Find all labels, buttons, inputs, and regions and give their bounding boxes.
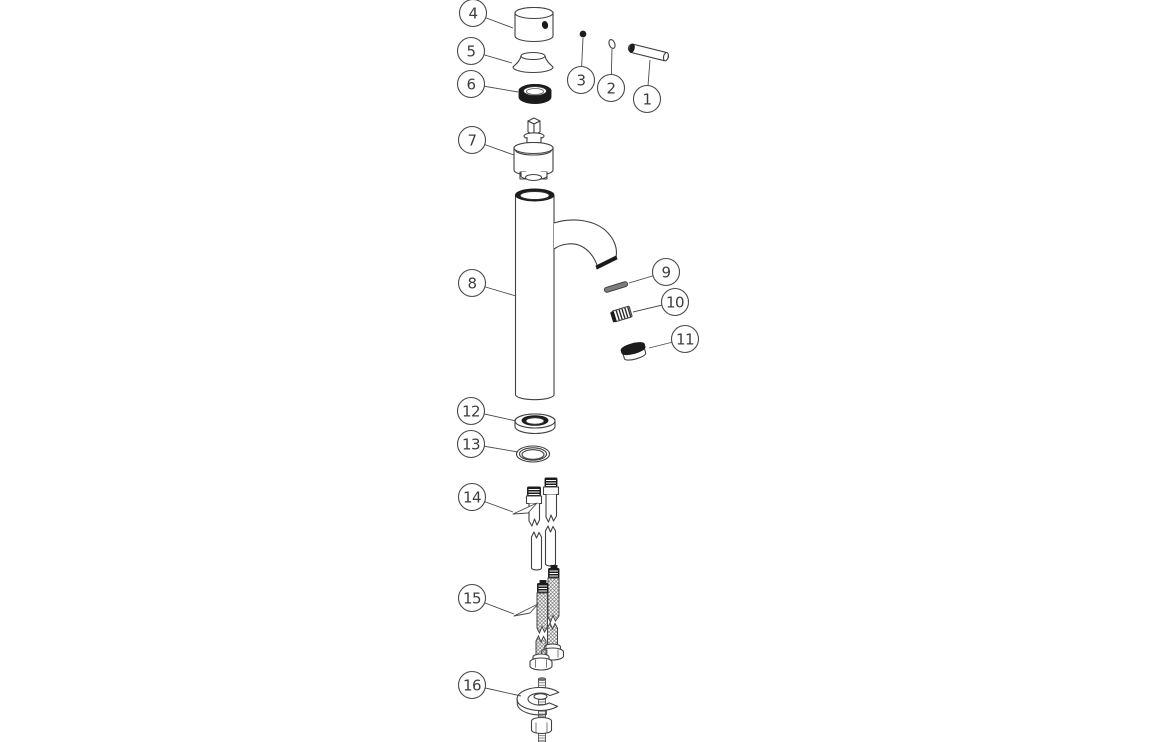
callout-layer <box>458 0 699 699</box>
callout-15 <box>459 585 539 617</box>
part-ceramic-cartridge <box>514 118 553 181</box>
callout-12 <box>458 398 517 425</box>
part-o-ring <box>517 446 550 462</box>
callout-number: 13 <box>461 435 481 454</box>
callout-number: 1 <box>642 90 652 109</box>
callout-number: 2 <box>606 79 616 98</box>
part-locking-ring <box>519 85 551 104</box>
callout-8 <box>459 270 517 297</box>
callout-14 <box>459 484 538 515</box>
part-aerator-housing <box>620 341 647 362</box>
callout-number: 4 <box>468 4 478 23</box>
callout-10 <box>633 289 689 316</box>
part-aerator-insert <box>610 306 632 322</box>
callout-number: 9 <box>661 263 671 282</box>
callout-6 <box>458 71 519 98</box>
part-base-washer <box>515 414 555 434</box>
callout-number: 11 <box>675 330 695 349</box>
callout-11 <box>649 326 699 353</box>
leader-arrowhead <box>514 604 538 616</box>
callout-number: 3 <box>576 71 586 90</box>
callout-number: 15 <box>462 589 482 608</box>
callout-4 <box>460 0 514 28</box>
callout-number: 14 <box>462 488 482 507</box>
callout-13 <box>458 431 519 458</box>
callout-1 <box>634 60 661 113</box>
part-tap-body <box>515 189 617 400</box>
part-grub-screw <box>580 31 586 37</box>
callout-7 <box>459 127 515 156</box>
part-dome-cover <box>513 53 553 73</box>
callout-number: 7 <box>467 131 477 150</box>
callout-number: 16 <box>462 676 482 695</box>
callout-5 <box>458 38 513 65</box>
part-mounting-studs <box>527 478 559 570</box>
callout-number: 12 <box>461 402 481 421</box>
part-split-ring <box>608 39 616 50</box>
part-handle-body <box>515 8 553 42</box>
callout-16 <box>459 672 522 699</box>
callout-number: 8 <box>467 274 477 293</box>
callout-9 <box>629 259 680 286</box>
callout-number: 5 <box>466 42 476 61</box>
callout-number: 10 <box>665 293 685 312</box>
callout-2 <box>598 49 625 102</box>
part-aerator-key <box>604 281 628 293</box>
part-flexible-hoses <box>530 566 564 671</box>
callout-3 <box>568 38 595 94</box>
callout-number: 6 <box>466 75 476 94</box>
part-mounting-clamp <box>517 678 559 742</box>
part-lever-handle <box>628 43 670 61</box>
clamp-nut <box>532 721 552 734</box>
